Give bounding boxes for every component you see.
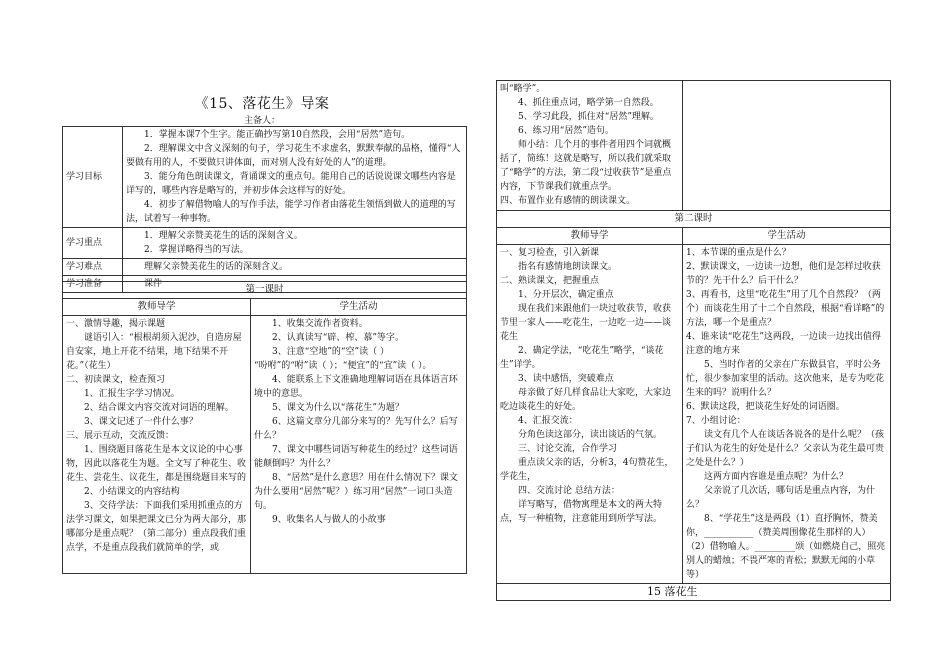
teacher-header: 教师导学	[63, 299, 251, 316]
student-line: 3、注意“空地”的“空”读（ ）	[272, 347, 389, 357]
student-line: 8、“居然”是什么意思？用在什么情况下？课文为什么要用“居然”呢？）练习用“居然”一词口头造句。	[254, 473, 458, 511]
teacher-line: 重点读父亲的话，分析3，4句赞花生，学花生，	[500, 458, 674, 482]
footer-lesson-title: 15 落花生	[497, 584, 891, 601]
teacher-line: 师小结：几个月的事件者用四个词就概括了，简练！这就是略写，所以我们就采取了“略学”的方法，第二段“过收获节”是重点内容，下节课我们就重点学。	[500, 140, 672, 192]
teacher-line: 谜语引入：“根根胡须入泥沙，自造房屋自安家，地上开花不结果，地下结果不开花。”（花生）	[66, 333, 242, 371]
student-line: 3、再看书，这里“吃花生”用了几个自然段？（两个）而谈花生用了十二个自然段，根据“看详略”的方法，哪一个是重点？	[686, 290, 885, 328]
teacher-line: 四、布置作业有感情的朗读课文。	[500, 196, 636, 206]
prep-text: 课件	[123, 276, 467, 293]
student-line: 读文有几个人在谈话各说各的是什么呢？（孩子们认为花生的好处是什么？父亲认为花生最可贵之处是什么？）	[686, 430, 885, 468]
keypoints-cell	[123, 228, 467, 259]
keypoint-item: 1．理解父亲赞美花生的话的深刻含义。	[144, 231, 303, 241]
student-line: （2）借物喻人。_________颂（如燃烧自己，照亮别人的蜡烛；不畏严寒的青松；默默无闻的小草等）	[686, 542, 886, 580]
student-header: 学生活动	[251, 299, 467, 316]
student-header: 学生活动	[683, 228, 891, 245]
goals-cell	[123, 127, 467, 228]
left-page-table	[62, 126, 467, 293]
student-column	[683, 245, 891, 584]
student-line: 8、“学花生”这是两段（1）直抒胸怀，赞美你，___________（赞美周围像花生那样的人）	[686, 514, 878, 538]
lesson-title: 《15、落花生》导案	[194, 96, 330, 112]
left-lesson-table	[62, 281, 467, 574]
teacher-line: 4、抓住重点词，略学第一自然段。	[518, 98, 659, 108]
teacher-column	[63, 316, 251, 574]
teacher-line: 分角色读这部分，读出谈话的气氛。	[518, 430, 663, 440]
keypoint-item: 2．掌握详略得当的写法。	[144, 245, 249, 255]
student-line: 7、小组讨论：	[686, 416, 746, 426]
student-line: 2、默读课文，一边读一边想，他们是怎样过收获节的？先干什么？后干什么？	[686, 262, 881, 286]
goal-item: 3．能分角色朗读课文，背诵课文的重点句。能用自己的话说说课文哪些内容是详写的，哪些内容是略写的，并初步体会这样写的好处。	[126, 172, 456, 196]
teacher-line: 2、确定学法，“吃花生”略学，“谈花生”详学。	[500, 346, 664, 370]
teacher-line: 二、熟读课文，把握重点	[500, 276, 600, 286]
goals-row	[63, 127, 467, 228]
teacher-line: 3、交待学法：下面我们采用抓重点的方法学习课文，如果把课文已分为两大部分，那哪部分是重点呢？（第二部分）重点段我们重点学，不是重点段我们就简单的学，或	[66, 501, 247, 553]
teacher-line: 1、分开层次，确定重点	[518, 290, 614, 300]
teacher-line: 现在我们来跟他们一块过收获节，收获节里一家人——吃花生，一边吃一边——谈花生	[500, 304, 672, 342]
student-line: 2、认真读写“辟、榨、慕”等字。	[272, 333, 404, 343]
student-line: 这两方面内容谁是重点呢？为什么？	[704, 472, 849, 482]
student-line: 6、默读这段，把谈花生好处的词语圈。	[686, 402, 845, 412]
teacher-line: 三、讨论交流，合作学习	[518, 444, 618, 454]
difficulty-text: 理解父亲赞美花生的话的深刻含义。	[123, 259, 467, 276]
lesson2-heading: 第二课时	[497, 211, 891, 228]
teacher-line: 指名有感情地朗读课文。	[518, 262, 618, 272]
teacher-line: 2、结合课文内容交流对词语的理解。	[84, 403, 234, 413]
teacher-line: 3、课文记述了一件什么事？	[84, 417, 198, 427]
teacher-line: 叫“略学”。	[500, 84, 546, 94]
student-line: 9、收集名人与做人的小故事	[272, 515, 386, 525]
continued-student-column	[683, 81, 891, 211]
student-line: 4、能联系上下文准确地理解词语在具体语言环境中的意思。	[254, 375, 458, 399]
goal-item: 1．掌握本课7个生字。能正确抄写第10自然段，会用“居然”造句。	[144, 130, 411, 140]
student-line: 5、课文为什么以“落花生”为题？	[272, 403, 404, 413]
right-page-table	[496, 80, 891, 601]
student-line: 5、当时作者的父亲在广东做县官，平时公务忙，很少参加家里的活动。这次他来，是专为吃花生来的吗？说明什么？	[686, 360, 885, 398]
preparer-label: 主备人：	[243, 116, 280, 126]
teacher-line: 详写略写，借物寓理是本文的两大特点，写一种植物，注意能用到所学写法。	[500, 500, 663, 524]
teacher-line: 三、展示互动，交流反馈：	[66, 431, 175, 441]
teacher-line: 一、复习检查，引入新课	[500, 248, 600, 258]
teacher-line: 一、激情导趣，揭示课题	[66, 319, 166, 329]
student-line: 4、谁来读“吃花生”这两段，一边读一边找出值得注意的地方来	[686, 332, 881, 356]
student-line: 7、课文中哪些词语写种花生的经过？这些词语能颠倒吗？为什么？	[254, 445, 458, 469]
teacher-line: 二、初读课文，检查预习	[66, 375, 166, 385]
teacher-line: 4、汇报交流：	[518, 416, 578, 426]
student-line: 6、这篇文章分几部分来写的？先写什么？后写什么？	[254, 417, 458, 441]
goals-label: 学习目标	[63, 127, 123, 228]
difficulty-row	[63, 259, 467, 276]
student-line: “吩咐”的“咐”读（ ）；“便宜”的“宜”读（ ）。	[254, 361, 432, 371]
teacher-line: 2、小结课文的内容结构	[84, 487, 180, 497]
lesson1-heading: 第一课时	[63, 282, 467, 299]
teacher-line: 1、围绕题目落花生是本文议论的中心事物，因此以落花生为题。全文写了种花生、收花生、尝花生、议花生，都是围绕题目来写的	[66, 445, 247, 483]
teacher-header: 教师导学	[497, 228, 683, 245]
teacher-line: 3、读中感悟，突破难点	[518, 374, 614, 384]
prep-label: 学习准备	[63, 276, 123, 293]
goal-item: 4．初步了解借物喻人的写作手法，能学习作者由落花生领悟到做人的道理的写法，试着写一种事物。	[126, 200, 456, 224]
teacher-line: 1、汇报生字学习情况。	[84, 389, 180, 399]
student-line: 父亲说了几次话，哪句话是重点内容，为什么？	[686, 486, 876, 510]
keypoints-label: 学习重点	[63, 228, 123, 259]
student-line: 1、收集交流作者资料。	[272, 319, 368, 329]
student-line: 1、本节课的重点是什么？	[686, 248, 791, 258]
teacher-line: 母亲做了好几样食品让大家吃，大家边吃边谈花生的好处。	[500, 388, 672, 412]
teacher-line: 四、交流讨论 总结方法：	[518, 486, 620, 496]
teacher-line: 5、学习此段，抓住对“居然”理解。	[518, 112, 659, 122]
goal-item: 2．理解课文中含义深刻的句子，学习花生不求虚名，默默奉献的品格，懂得“人要做有用的人，不要做只讲体面，而对别人没有好处的人”的道理。	[126, 144, 461, 168]
difficulty-label: 学习难点	[63, 259, 123, 276]
student-column	[251, 316, 467, 574]
teacher-column	[497, 245, 683, 584]
continued-teacher-column	[497, 81, 683, 211]
keypoints-row	[63, 228, 467, 259]
teacher-line: 6、练习用“居然”造句。	[518, 126, 614, 136]
